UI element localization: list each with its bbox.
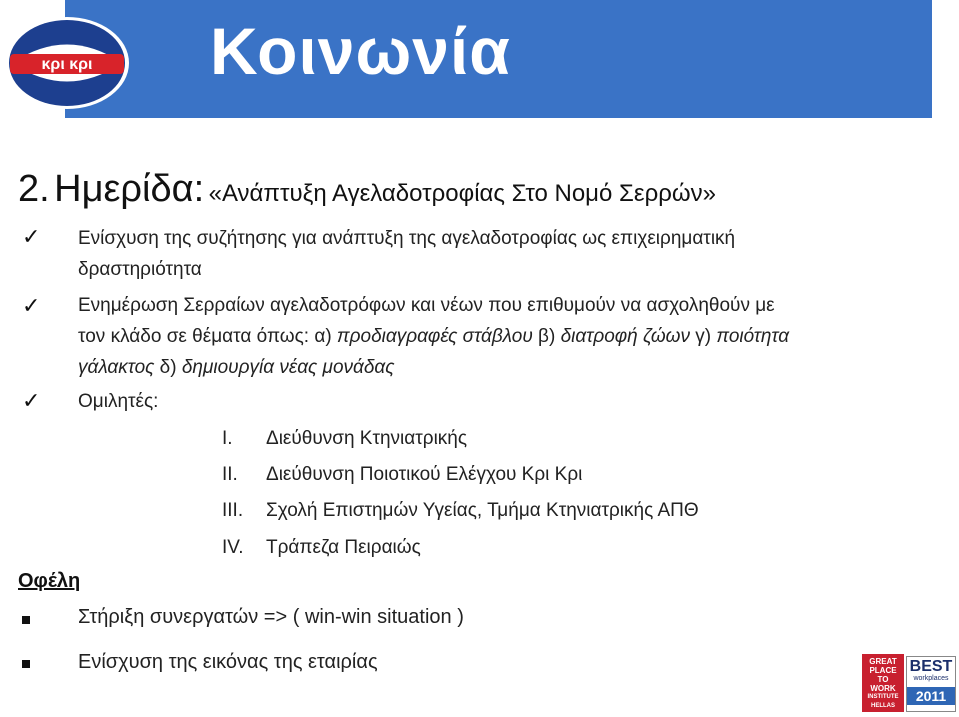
speaker-numeral: IV. — [222, 537, 244, 558]
square-bullet-icon — [22, 660, 30, 668]
great-place-to-work-badge — [862, 654, 904, 712]
speaker-name: Σχολή Επιστημών Υγείας, Τμήμα Κτηνιατρικής ΑΠΘ — [266, 500, 699, 521]
header-banner — [65, 0, 932, 118]
badge-line: GREAT — [869, 657, 897, 666]
badge-line: PLACE — [869, 666, 897, 675]
bullet-2 — [78, 290, 789, 383]
bullet-2-topic-c: ποιότητα — [716, 326, 790, 347]
speaker-name: Τράπεζα Πειραιώς — [266, 537, 421, 558]
bullet-1-line-2: δραστηριότητα — [78, 259, 202, 280]
best-title: BEST — [909, 658, 953, 675]
benefit-item: Στήριξη συνεργατών => ( win-win situation ) — [78, 606, 464, 628]
speakers-label: Ομιλητές: — [78, 391, 159, 412]
bullet-2-line-1: Ενημέρωση Σερραίων αγελαδοτρόφων και νέων που επιθυμούν να ασχοληθούν με — [78, 295, 775, 316]
kri-kri-logo — [4, 16, 130, 110]
bullet-2-topic-c-cont: γάλακτος — [78, 357, 155, 378]
bullet-2-line-2 — [78, 321, 789, 352]
speaker-item — [222, 495, 699, 526]
speaker-item — [222, 532, 421, 563]
bullet-2-text: γ) — [689, 326, 717, 347]
speaker-numeral: III. — [222, 500, 244, 521]
badge-line: WORK — [870, 684, 896, 693]
page-title: Κοινωνία — [210, 14, 511, 88]
check-icon: ✓ — [22, 224, 41, 249]
best-subtitle: workplaces — [913, 675, 949, 682]
speaker-numeral: I. — [222, 428, 233, 449]
check-icon: ✓ — [22, 293, 41, 318]
speaker-name: Διεύθυνση Ποιοτικού Ελέγχου Κρι Κρι — [266, 464, 583, 485]
square-bullet-icon — [22, 616, 30, 624]
bullet-2-line-3 — [78, 352, 789, 383]
bullet-2-text: β) — [532, 326, 561, 347]
bullet-2-topic-d: δημιουργία νέας μονάδας — [181, 357, 395, 378]
best-workplaces-badge — [906, 656, 956, 712]
benefits-title: Οφέλη — [18, 570, 81, 592]
badge-line: TO — [877, 675, 889, 684]
speaker-item — [222, 423, 467, 454]
bullet-2-text: τον κλάδο σε θέματα όπως: α) — [78, 326, 337, 347]
bullet-2-topic-a: προδιαγραφές στάβλου — [336, 326, 533, 347]
best-year: 2011 — [907, 687, 955, 705]
bullet-1-line-1: Ενίσχυση της συζήτησης για ανάπτυξη της αγελαδοτροφίας ως επιχειρηματική — [78, 228, 736, 249]
bullet-2-text: δ) — [154, 357, 182, 378]
benefit-item: Ενίσχυση της εικόνας της εταιρίας — [78, 651, 378, 673]
bullet-1 — [78, 223, 735, 285]
logo-text: κρι κρι — [41, 56, 93, 73]
check-icon: ✓ — [22, 388, 41, 413]
badge-line: HELLAS — [871, 703, 895, 709]
speaker-item — [222, 459, 582, 490]
speaker-name: Διεύθυνση Κτηνιατρικής — [266, 428, 468, 449]
heading-subtitle: «Ανάπτυξη Αγελαδοτροφίας Στο Νομό Σερρών» — [208, 180, 716, 207]
bullet-2-topic-b: διατροφή ζώων — [560, 326, 690, 347]
bullet-3 — [78, 386, 158, 417]
heading-word: Ημερίδα: — [54, 168, 205, 210]
badge-line: INSTITUTE — [867, 694, 899, 700]
heading-number: 2. — [18, 168, 50, 210]
section-heading — [18, 168, 716, 211]
speaker-numeral: II. — [222, 464, 238, 485]
